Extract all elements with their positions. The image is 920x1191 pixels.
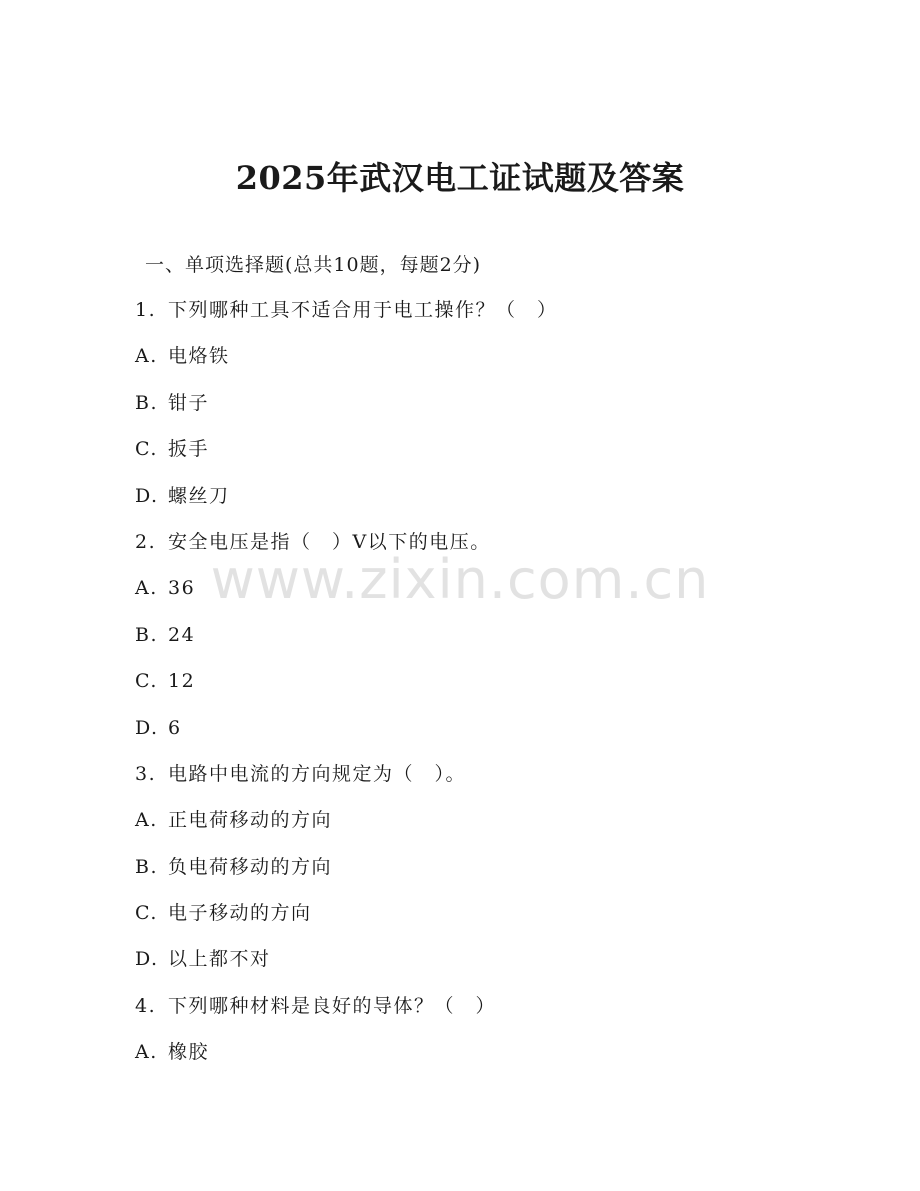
- option-text: 螺丝刀: [168, 484, 230, 507]
- option-line: [135, 481, 835, 527]
- option-label: D.: [135, 948, 159, 971]
- question-number: 1.: [135, 299, 157, 321]
- option-label: B.: [135, 391, 159, 414]
- option-label: C.: [135, 438, 158, 461]
- option-text: 12: [168, 670, 196, 693]
- question-text: 电路中电流的方向规定为（ ）。: [168, 762, 467, 785]
- watermark: www.zixin.com.cn: [210, 548, 710, 611]
- option-line: [135, 573, 835, 619]
- option-line: [135, 944, 835, 990]
- option-text: 正电荷移动的方向: [168, 809, 333, 832]
- option-line: [135, 388, 835, 434]
- option-line: [135, 666, 835, 712]
- option-label: D.: [135, 716, 159, 739]
- option-label: A.: [135, 577, 158, 600]
- option-text: 电烙铁: [168, 345, 230, 368]
- option-text: 以上都不对: [168, 948, 271, 971]
- option-text: 负电荷移动的方向: [168, 855, 333, 878]
- question-line: [135, 991, 835, 1037]
- option-label: C.: [135, 902, 158, 925]
- option-text: 24: [168, 623, 196, 646]
- option-text: 扳手: [168, 438, 210, 461]
- option-label: A.: [135, 345, 158, 368]
- question-number: 4.: [135, 994, 157, 1017]
- question-list: [135, 295, 835, 1084]
- option-line: [135, 620, 835, 666]
- option-text: 钳子: [168, 391, 210, 414]
- option-label: B.: [135, 623, 159, 646]
- question-line: [135, 527, 835, 573]
- section-heading: 一、单项选择题(总共10题，每题2分): [145, 254, 482, 276]
- option-label: C.: [135, 670, 158, 693]
- option-line: [135, 805, 835, 851]
- question-text: 下列哪种材料是良好的导体？（ ）: [168, 994, 497, 1017]
- question-line: [135, 759, 835, 805]
- option-text: 电子移动的方向: [168, 902, 312, 925]
- option-line: [135, 852, 835, 898]
- document-title: 2025年武汉电工证试题及答案: [235, 159, 685, 197]
- option-label: D.: [135, 484, 159, 507]
- option-line: [135, 341, 835, 387]
- option-text: 橡胶: [168, 1041, 210, 1064]
- option-text: 6: [168, 716, 182, 739]
- question-text: 下列哪种工具不适合用于电工操作？（ ）: [168, 299, 558, 321]
- option-label: A.: [135, 809, 158, 832]
- question-text: 安全电压是指（ ）V以下的电压。: [168, 530, 491, 553]
- option-line: [135, 713, 835, 759]
- option-line: [135, 898, 835, 944]
- option-label: B.: [135, 855, 159, 878]
- option-line: [135, 1037, 835, 1083]
- option-text: 36: [168, 577, 196, 600]
- question-number: 3.: [135, 762, 157, 785]
- option-line: [135, 434, 835, 480]
- question-line: [135, 295, 835, 341]
- option-label: A.: [135, 1041, 158, 1064]
- question-number: 2.: [135, 530, 157, 553]
